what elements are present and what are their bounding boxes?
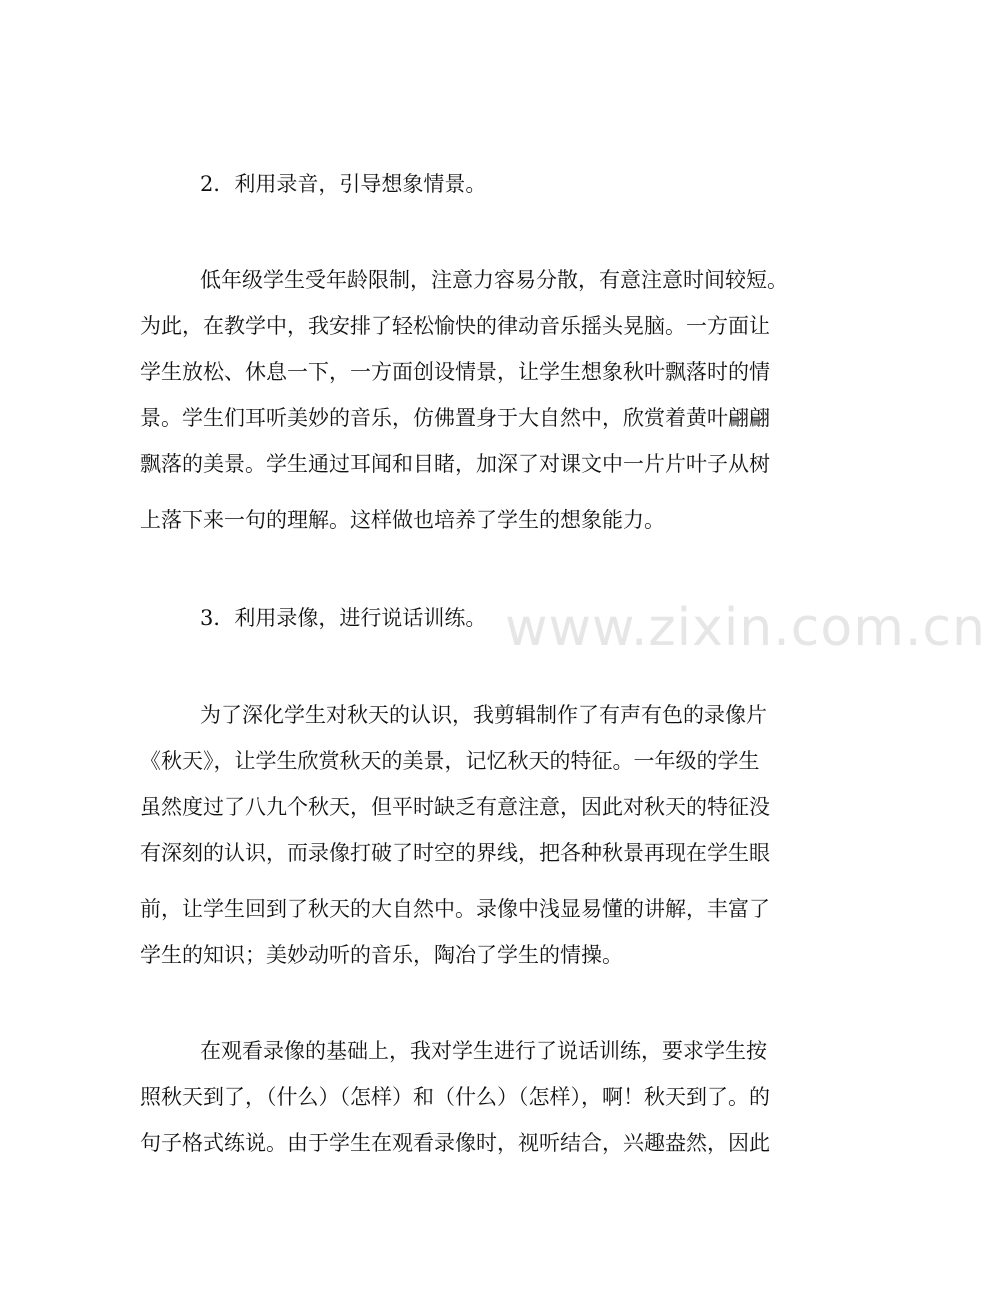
section-heading-3: 3．利用录像，进行说话训练。 <box>200 606 487 630</box>
paragraph-line: 上落下来一句的理解。这样做也培养了学生的想象能力。 <box>140 508 665 532</box>
paragraph-line: 在观看录像的基础上，我对学生进行了说话训练，要求学生按 <box>200 1039 767 1063</box>
paragraph-line: 为了深化学生对秋天的认识，我剪辑制作了有声有色的录像片 <box>200 703 767 727</box>
paragraph-line: 景。学生们耳听美妙的音乐，仿佛置身于大自然中，欣赏着黄叶翩翩 <box>140 406 770 430</box>
paragraph-line: 有深刻的认识，而录像打破了时空的界线，把各种秋景再现在学生眼 <box>140 841 770 865</box>
paragraph-line: 前，让学生回到了秋天的大自然中。录像中浅显易懂的讲解，丰富了 <box>140 897 770 921</box>
watermark: www.zixin.com.cn <box>505 598 986 658</box>
paragraph-line: 照秋天到了，（什么）（怎样）和（什么）（怎样），啊！秋天到了。的 <box>140 1085 770 1109</box>
paragraph-line: 学生的知识；美妙动听的音乐，陶冶了学生的情操。 <box>140 943 623 967</box>
paragraph-line: 飘落的美景。学生通过耳闻和目睹，加深了对课文中一片片叶子从树 <box>140 452 770 476</box>
paragraph-line: 为此，在教学中，我安排了轻松愉快的律动音乐摇头晃脑。一方面让 <box>140 314 770 338</box>
paragraph-line: 学生放松、休息一下，一方面创设情景，让学生想象秋叶飘落时的情 <box>140 360 770 384</box>
paragraph-line: 低年级学生受年龄限制，注意力容易分散，有意注意时间较短。 <box>200 268 788 292</box>
paragraph-line: 《秋天》，让学生欣赏秋天的美景，记忆秋天的特征。一年级的学生 <box>140 749 760 773</box>
paragraph-line: 句子格式练说。由于学生在观看录像时，视听结合，兴趣盎然，因此 <box>140 1131 770 1155</box>
section-heading-2: 2．利用录音，引导想象情景。 <box>200 172 487 196</box>
paragraph-line: 虽然度过了八九个秋天，但平时缺乏有意注意，因此对秋天的特征没 <box>140 795 770 819</box>
